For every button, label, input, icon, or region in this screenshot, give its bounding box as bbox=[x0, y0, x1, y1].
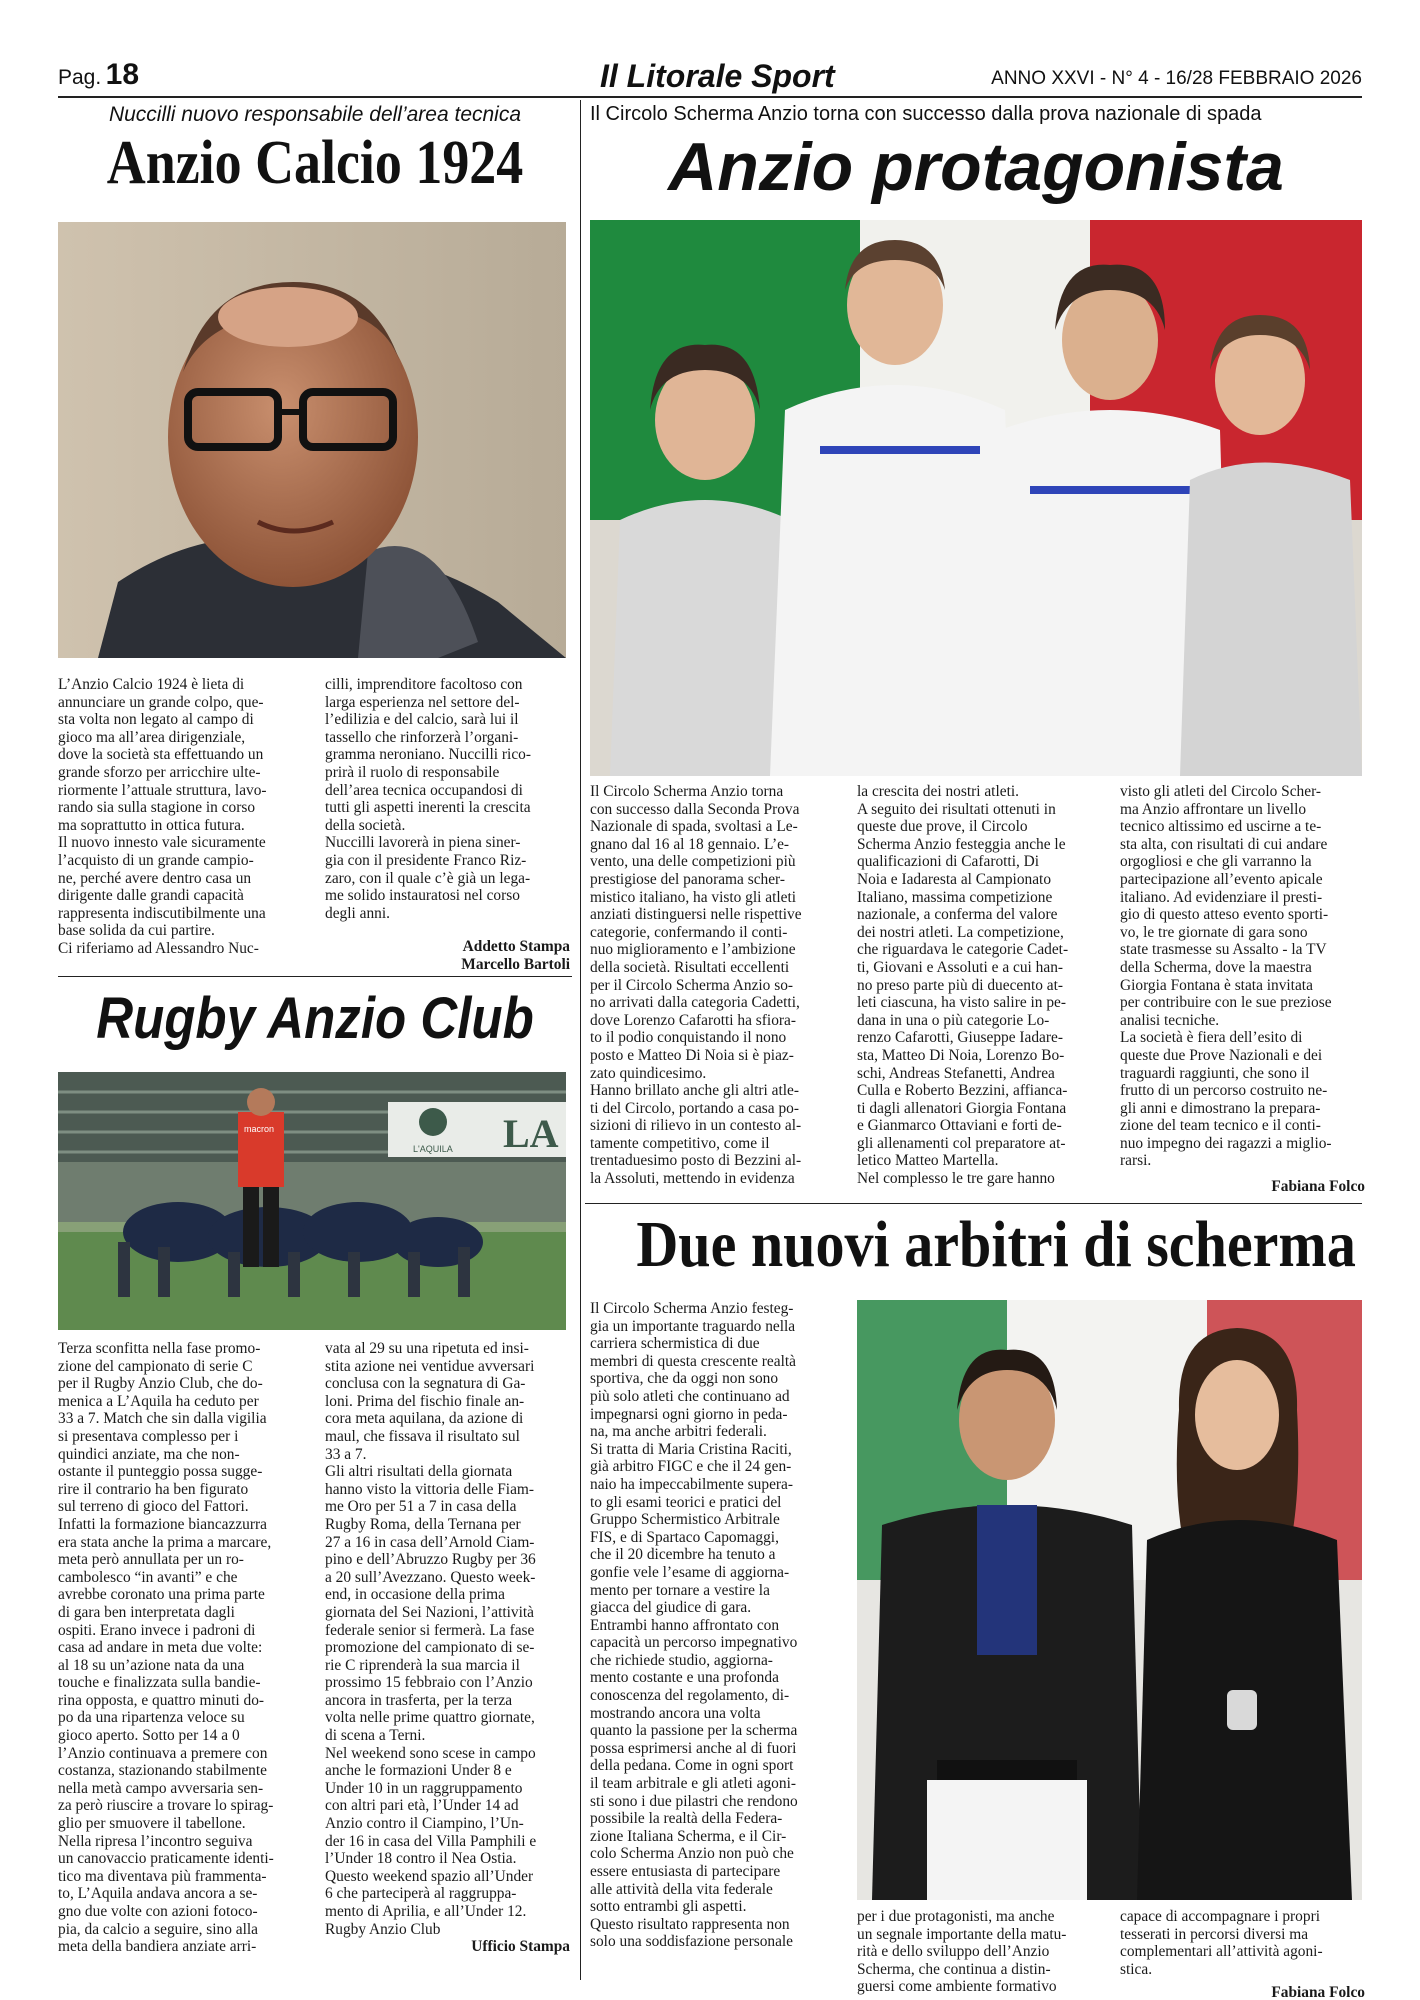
text-line: grande sforzo per arricchire ulte- bbox=[58, 763, 261, 781]
scherma-kicker: Il Circolo Scherma Anzio torna con successo dalla prova nazionale di spada bbox=[590, 103, 1262, 125]
divider-right bbox=[585, 1203, 1362, 1204]
scherma-col-3 bbox=[1120, 783, 1365, 1196]
text-line: vo, le tre giornate di gara sono bbox=[1120, 923, 1308, 941]
text-line: gia un importante traguardo nella bbox=[590, 1317, 796, 1335]
text-line: zaro, con il quale c’è già un lega- bbox=[325, 869, 531, 887]
signature-line: Fabiana Folco bbox=[1271, 1178, 1365, 1196]
text-line: visto gli atleti del Circolo Scher- bbox=[1120, 783, 1322, 800]
paragraph bbox=[1120, 1908, 1365, 1978]
paragraph bbox=[325, 834, 570, 922]
text-line: l’edilizia e del calcio, sarà lui il bbox=[325, 711, 519, 729]
text-line: capace di accompagnare i propri bbox=[1120, 1908, 1320, 1925]
scherma-col-1 bbox=[590, 783, 840, 1188]
text-line: con altri pari età, l’Under 14 ad bbox=[325, 1797, 519, 1815]
nuccilli-photo bbox=[58, 222, 566, 658]
text-line: no preso parte più di duecento at- bbox=[857, 976, 1063, 994]
text-line: Rugby Roma, della Ternana per bbox=[325, 1515, 521, 1533]
text-line: stita azione nei ventidue avversari bbox=[325, 1357, 535, 1375]
text-line: la Assoluti, mettendo in evidenza bbox=[590, 1170, 795, 1188]
text-line: complementari all’attività agoni- bbox=[1120, 1943, 1323, 1961]
paragraph bbox=[1120, 783, 1365, 1029]
text-line: Italiano, massima competizione bbox=[857, 888, 1053, 906]
text-line: Infatti la formazione biancazzurra bbox=[58, 1515, 267, 1533]
paragraph bbox=[857, 783, 1107, 801]
text-line: volta nelle prime quattro giornate, bbox=[325, 1709, 535, 1727]
text-line: Il nuovo innesto vale sicuramente bbox=[58, 834, 266, 852]
text-line: vento, una delle competizioni più bbox=[590, 853, 796, 871]
text-line: L’Anzio Calcio 1924 è lieta di bbox=[58, 676, 245, 693]
text-line: rina opposta, e quattro minuti do- bbox=[58, 1691, 265, 1709]
text-line: 27 a 16 in casa dell’Arnold Ciam- bbox=[325, 1533, 535, 1551]
text-line: end, in occasione della prima bbox=[325, 1586, 505, 1604]
text-line: zione del campionato di serie C bbox=[58, 1357, 253, 1375]
text-line: trentaduesimo posto di Bezzini al- bbox=[590, 1152, 802, 1170]
text-line: Hanno brillato anche gli altri atle- bbox=[590, 1082, 799, 1100]
paragraph bbox=[58, 834, 298, 940]
text-line: gonfie vele l’esame di aggiorna- bbox=[590, 1563, 790, 1581]
text-line: Scherma Anzio festeggia anche le bbox=[857, 835, 1066, 853]
text-line: ostante il punteggio possa sugge- bbox=[58, 1463, 263, 1481]
text-line: schi, Andreas Stefanetti, Andrea bbox=[857, 1064, 1055, 1082]
text-line: po da una ripartenza veloce su bbox=[58, 1709, 245, 1727]
text-line: cambolesco “in avanti” e che bbox=[58, 1568, 238, 1586]
text-line: più solo atleti che continuano ad bbox=[590, 1387, 790, 1405]
text-line: sportiva, che da oggi non sono bbox=[590, 1370, 779, 1388]
text-line: leti ciascuna, ha visto salire in pe- bbox=[857, 994, 1066, 1012]
issue-info: ANNO XXVI - N° 4 - 16/28 FEBBRAIO 2026 bbox=[991, 68, 1362, 89]
text-line: me Oro per 51 a 7 in casa della bbox=[325, 1498, 517, 1516]
text-line: tamente competitivo, come il bbox=[590, 1134, 770, 1152]
text-line: larga esperienza nel settore del- bbox=[325, 693, 520, 711]
text-line: che richiede studio, aggiorna- bbox=[590, 1651, 773, 1669]
text-line: gli anni e dimostrano la prepara- bbox=[1120, 1099, 1321, 1117]
text-line: colo Scherma Anzio non può che bbox=[590, 1845, 794, 1863]
text-line: tesserati in percorsi diversi ma bbox=[1120, 1925, 1309, 1943]
text-line: queste due prove, il Circolo bbox=[857, 818, 1028, 836]
text-line: nuo miglioramento e l’ambizione bbox=[590, 941, 796, 959]
text-line: prossimo 15 febbraio con l’Anzio bbox=[325, 1674, 533, 1692]
text-line: un canovaccio praticamente identi- bbox=[58, 1850, 274, 1868]
text-line: gio di questo atteso evento sporti- bbox=[1120, 906, 1329, 924]
text-line: frutto di un percorso costruito ne- bbox=[1120, 1082, 1328, 1100]
text-line: Entrambi hanno affrontato con bbox=[590, 1616, 780, 1634]
text-line: Scherma, che continua a distin- bbox=[857, 1960, 1051, 1978]
text-line: Gli altri risultati della giornata bbox=[325, 1463, 513, 1481]
fencers-photo bbox=[590, 220, 1362, 776]
text-line: impegnarsi ogni giorno in peda- bbox=[590, 1405, 788, 1423]
text-line: der 16 in casa del Villa Pamphili e bbox=[325, 1832, 537, 1850]
text-line: traguardi raggiunti, che sono il bbox=[1120, 1064, 1310, 1082]
text-line: il team arbitrale e gli atleti agoni- bbox=[590, 1775, 796, 1793]
text-line: zione Italiana Scherma, e il Cir- bbox=[590, 1827, 787, 1845]
text-line: gli allenamenti col preparatore at- bbox=[857, 1134, 1066, 1152]
text-line: zione del team tecnico e il conti- bbox=[1120, 1117, 1321, 1135]
signature-line: Marcello Bartoli bbox=[461, 955, 570, 973]
text-line: zato quindicesimo. bbox=[590, 1064, 707, 1082]
text-line: orgogliosi e che gli varranno la bbox=[1120, 853, 1312, 871]
text-line: letico Matteo Martella. bbox=[857, 1152, 999, 1170]
arbitri-col-1 bbox=[590, 1300, 840, 1951]
text-line: tico ma diventava più frammenta- bbox=[58, 1867, 267, 1885]
text-line: membri di questa crescente realtà bbox=[590, 1352, 796, 1370]
text-line: dana in una o più categorie Lo- bbox=[857, 1011, 1050, 1029]
text-line: meta però annullata per un ro- bbox=[58, 1551, 244, 1569]
text-line: sta alta, con risultati di cui andare bbox=[1120, 835, 1328, 853]
text-line: conoscenza del regolamento, di- bbox=[590, 1687, 790, 1705]
text-line: tassello che rinforzerà l’organi- bbox=[325, 728, 519, 746]
text-line: queste due Prove Nazionali e dei bbox=[1120, 1046, 1323, 1064]
text-line: avrebbe coronato una prima parte bbox=[58, 1586, 265, 1604]
column-divider bbox=[580, 100, 581, 1980]
text-line: prirà il ruolo di responsabile bbox=[325, 763, 500, 781]
calcio-headline: Anzio Calcio 1924 bbox=[106, 129, 524, 197]
text-line: giacca del giudice di gara. bbox=[590, 1599, 752, 1617]
signature bbox=[325, 1938, 570, 1956]
text-line: sta volta non legato al campo di bbox=[58, 711, 254, 729]
text-line: possa esprimersi anche al di fuori bbox=[590, 1739, 797, 1757]
text-line: rappresenta indiscutibilmente una bbox=[58, 904, 266, 922]
text-line: na, ma anche arbitri federali. bbox=[590, 1423, 767, 1441]
text-line: Il Circolo Scherma Anzio torna bbox=[590, 783, 784, 800]
text-line: era stata anche la prima a marcare, bbox=[58, 1533, 272, 1551]
paragraph bbox=[590, 1916, 840, 1951]
page-number: 18 bbox=[105, 58, 140, 91]
text-line: sul terreno di gioco del Fattori. bbox=[58, 1498, 249, 1516]
text-line: Nuccilli lavorerà in piena siner- bbox=[325, 834, 521, 852]
rugby-col-1 bbox=[58, 1340, 303, 1956]
text-line: hanno visto la vittoria delle Fiam- bbox=[325, 1480, 535, 1498]
paragraph bbox=[857, 1170, 1107, 1188]
text-line: cora meta aquilana, da azione di bbox=[325, 1410, 524, 1428]
text-line: dove la società sta effettuando un bbox=[58, 746, 264, 764]
text-line: l’Anzio continuava a premere con bbox=[58, 1744, 268, 1762]
text-line: al 18 su un’azione nata da una bbox=[58, 1656, 245, 1674]
text-line: degli anni. bbox=[325, 904, 390, 922]
paragraph bbox=[58, 1340, 303, 1516]
signature-line: Fabiana Folco bbox=[1271, 1984, 1365, 2000]
text-line: A seguito dei risultati ottenuti in bbox=[857, 800, 1056, 818]
text-line: essere entusiasta di partecipare bbox=[590, 1863, 781, 1880]
text-line: si presentava complesso per i bbox=[58, 1427, 239, 1445]
text-line: tecnico altissimo ed uscirne a te- bbox=[1120, 818, 1322, 836]
text-line: con successo dalla Seconda Prova bbox=[590, 800, 800, 818]
text-line: Questo weekend spazio all’Under bbox=[325, 1867, 534, 1885]
text-line: rarsi. bbox=[1120, 1152, 1152, 1170]
text-line: Noia e Iadaresta al Campionato bbox=[857, 870, 1052, 888]
arbitri-col-2 bbox=[857, 1908, 1107, 1996]
masthead: Il Litorale Sport bbox=[600, 58, 835, 94]
rugby-col-2 bbox=[325, 1340, 570, 1956]
paragraph bbox=[58, 676, 298, 834]
text-line: Terza sconfitta nella fase promo- bbox=[58, 1340, 261, 1357]
paragraph bbox=[325, 1745, 570, 1939]
text-line: 33 a 7. bbox=[325, 1445, 367, 1463]
text-line: gnano dal 16 al 18 gennaio. L’e- bbox=[590, 835, 790, 853]
text-line: ti, Giovani e Assoluti e a cui han- bbox=[857, 958, 1064, 976]
paragraph bbox=[58, 1833, 303, 1956]
text-line: no arrivati dalla categoria Cadetti, bbox=[590, 994, 800, 1012]
text-line: rando sia sulla stagione in corso bbox=[58, 799, 256, 817]
text-line: gia con il presidente Franco Riz- bbox=[325, 851, 527, 869]
text-line: Anzio contro il Ciampino, l’Un- bbox=[325, 1815, 524, 1833]
text-line: mento costante e una profonda bbox=[590, 1669, 779, 1687]
text-line: ma Anzio affrontare un livello bbox=[1120, 800, 1307, 818]
text-line: Nazionale di spada, svoltasi a Le- bbox=[590, 818, 798, 836]
text-line: riormente l’attuale struttura, lavo- bbox=[58, 781, 267, 799]
text-line: gioco aperto. Sotto per 14 a 0 bbox=[58, 1727, 240, 1745]
text-line: ospiti. Erano invece i padroni di bbox=[58, 1621, 256, 1639]
text-line: e Gianmarco Ottaviani e forti de- bbox=[857, 1117, 1062, 1135]
text-line: gramma neroniano. Nuccilli rico- bbox=[325, 746, 531, 764]
signature bbox=[1120, 1984, 1365, 2000]
scherma-headline: Anzio protagonista bbox=[668, 129, 1284, 205]
text-line: della Scherma, dove la maestra bbox=[1120, 958, 1312, 976]
text-line: di scena a Terni. bbox=[325, 1727, 426, 1745]
text-line: Nel complesso le tre gare hanno bbox=[857, 1170, 1055, 1188]
text-line: rire il contrario ha ben figurato bbox=[58, 1480, 249, 1498]
paragraph bbox=[58, 1516, 303, 1833]
paragraph bbox=[590, 1441, 840, 1617]
paragraph bbox=[325, 676, 570, 834]
text-line: cilli, imprenditore facoltoso con bbox=[325, 676, 523, 693]
text-line: me solido instauratosi nel corso bbox=[325, 887, 520, 905]
text-line: mento di Aprilia, e all’Under 12. bbox=[325, 1903, 527, 1920]
text-line: meta della bandiera anziate arri- bbox=[58, 1938, 257, 1956]
text-line: di gara ben interpretata dagli bbox=[58, 1603, 235, 1621]
paragraph bbox=[857, 1908, 1107, 1996]
text-line: vata al 29 su una ripetuta ed insi- bbox=[325, 1340, 529, 1357]
text-line: quindici anziate, ma che non- bbox=[58, 1445, 240, 1463]
text-line: Si tratta di Maria Cristina Raciti, bbox=[590, 1440, 792, 1458]
text-line: nella metà campo avversaria sen- bbox=[58, 1779, 264, 1797]
text-line: l’acquisto di un grande campio- bbox=[58, 851, 254, 869]
text-line: gioco ma all’area dirigenziale, bbox=[58, 728, 246, 746]
divider-left bbox=[58, 976, 572, 977]
text-line: per contribuire con le sue preziose bbox=[1120, 994, 1332, 1012]
paragraph bbox=[590, 1617, 840, 1916]
text-line: mistico italiano, ha visto gli atleti bbox=[590, 888, 797, 906]
signature-line: Addetto Stampa bbox=[462, 938, 570, 956]
text-line: per il Circolo Scherma Anzio so- bbox=[590, 976, 794, 994]
text-line: ne, perché avere dentro casa un bbox=[58, 869, 252, 887]
referees-photo bbox=[857, 1300, 1362, 1900]
text-line: sizioni di rilievo in un contesto al- bbox=[590, 1117, 802, 1135]
text-line: promozione del campionato di se- bbox=[325, 1639, 535, 1657]
text-line: partecipazione all’evento apicale bbox=[1120, 870, 1323, 888]
paragraph bbox=[857, 801, 1107, 1170]
text-line: dei nostri atleti. La competizione, bbox=[857, 923, 1064, 941]
text-line: guersi come ambiente formativo bbox=[857, 1978, 1057, 1996]
text-line: glio per smuovere il tabellone. bbox=[58, 1815, 246, 1833]
text-line: un segnale importante della matu- bbox=[857, 1925, 1067, 1943]
text-line: mento per tornare a vestire la bbox=[590, 1581, 770, 1599]
text-line: base solida da cui partire. bbox=[58, 922, 215, 940]
signature bbox=[1120, 1178, 1365, 1196]
text-line: state trasmesse su Assalto - la TV bbox=[1120, 941, 1327, 959]
paragraph bbox=[58, 940, 298, 958]
text-line: anziati distinguersi nelle rispettive bbox=[590, 906, 802, 924]
text-line: per il Rugby Anzio Club, che do- bbox=[58, 1375, 263, 1393]
text-line: Nel weekend sono scese in campo bbox=[325, 1744, 536, 1762]
text-line: La società è fiera dell’esito di bbox=[1120, 1029, 1303, 1047]
page-number-block bbox=[58, 58, 139, 92]
header-rule bbox=[58, 96, 1362, 98]
text-line: Gruppo Schermistico Arbitrale bbox=[590, 1511, 780, 1529]
text-line: già arbitro FIGC e che il 24 gen- bbox=[590, 1458, 792, 1476]
calcio-kicker: Nuccilli nuovo responsabile dell’area tecnica bbox=[108, 103, 522, 126]
text-line: alle attività della vita federale bbox=[590, 1880, 773, 1898]
text-line: Giorgia Fontana è stata invitata bbox=[1120, 976, 1313, 994]
signature bbox=[325, 938, 570, 973]
text-line: nuo impegno dei ragazzi a miglio- bbox=[1120, 1134, 1332, 1152]
text-line: anche le formazioni Under 8 e bbox=[325, 1762, 512, 1780]
text-line: conclusa con la segnatura di Ga- bbox=[325, 1375, 526, 1393]
text-line: possibile la realtà della Federa- bbox=[590, 1810, 783, 1828]
text-line: Ci riferiamo ad Alessandro Nuc- bbox=[58, 939, 259, 957]
text-line: to il podio conquistando il nono bbox=[590, 1029, 787, 1047]
text-line: l’Under 18 contro il Nea Ostia. bbox=[325, 1850, 517, 1868]
rugby-headline: Rugby Anzio Club bbox=[96, 986, 534, 1051]
text-line: Under 10 in un raggruppamento bbox=[325, 1779, 523, 1797]
text-line: giornata del Sei Nazioni, l’attività bbox=[325, 1603, 534, 1621]
text-line: FIS, e di Spartaco Capomaggi, bbox=[590, 1528, 779, 1546]
text-line: rità e dello sviluppo dell’Anzio bbox=[857, 1943, 1050, 1961]
paragraph bbox=[325, 1463, 570, 1745]
text-line: mostrando ancora una volta bbox=[590, 1704, 761, 1722]
text-line: federale senior si fermerà. La fase bbox=[325, 1621, 535, 1639]
text-line: pia, da calcio a seguire, sino alla bbox=[58, 1920, 258, 1938]
calcio-col-1 bbox=[58, 676, 298, 958]
text-line: to, L’Aquila andava ancora a se- bbox=[58, 1885, 258, 1903]
text-line: categorie, confermando il conti- bbox=[590, 923, 788, 941]
text-line: italiano. Ad evidenziare il presti- bbox=[1120, 888, 1323, 906]
signature-line: Ufficio Stampa bbox=[471, 1938, 570, 1956]
text-line: della società. Risultati eccellenti bbox=[590, 958, 790, 976]
arbitri-col-3 bbox=[1120, 1908, 1365, 2000]
text-line: tutti gli aspetti inerenti la crescita bbox=[325, 799, 531, 817]
text-line: per i due protagonisti, ma anche bbox=[857, 1908, 1055, 1925]
text-line: stica. bbox=[1120, 1960, 1153, 1978]
text-line: posto e Matteo Di Noia si è piaz- bbox=[590, 1046, 794, 1064]
text-line: ti del Circolo, portando a casa po- bbox=[590, 1099, 799, 1117]
rugby-photo bbox=[58, 1072, 566, 1330]
text-line: dell’area tecnica occupandosi di bbox=[325, 781, 523, 799]
text-line: dirigente dalle grandi capacità bbox=[58, 887, 244, 905]
text-line: naio ha impeccabilmente supera- bbox=[590, 1475, 793, 1493]
text-line: capacità un percorso impegnativo bbox=[590, 1634, 798, 1652]
text-line: annunciare un grande colpo, que- bbox=[58, 693, 264, 711]
text-line: ma soprattutto in ottica futura. bbox=[58, 816, 245, 834]
text-line: che il 20 dicembre ha tenuto a bbox=[590, 1546, 776, 1564]
text-line: rie C riprenderà la sua marcia il bbox=[325, 1656, 520, 1674]
text-line: quanto la passione per la scherma bbox=[590, 1722, 798, 1740]
calcio-col-2 bbox=[325, 676, 570, 974]
text-line: Culla e Roberto Bezzini, affianca- bbox=[857, 1082, 1068, 1100]
paragraph bbox=[590, 1300, 840, 1441]
text-line: renzo Cafarotti, Giuseppe Iadare- bbox=[857, 1029, 1063, 1047]
text-line: touche e finalizzata sulla bandie- bbox=[58, 1674, 261, 1692]
text-line: za però riuscire a trovare lo spirag- bbox=[58, 1797, 274, 1815]
text-line: Nella ripresa l’incontro seguiva bbox=[58, 1832, 253, 1850]
text-line: solo una soddisfazione personale bbox=[590, 1933, 794, 1951]
paragraph bbox=[590, 1082, 840, 1188]
paragraph bbox=[325, 1340, 570, 1463]
text-line: prestigiose del panorama scher- bbox=[590, 870, 785, 888]
arbitri-headline: Due nuovi arbitri di scherma bbox=[636, 1208, 1356, 1281]
text-line: sotto entrambi gli aspetti. bbox=[590, 1898, 747, 1916]
text-line: sti sono i due pilastri che rendono bbox=[590, 1792, 798, 1810]
text-line: carriera schermistica di due bbox=[590, 1335, 760, 1353]
text-line: nazionale, a conferma del valore bbox=[857, 906, 1058, 924]
text-line: 6 che parteciperà al raggruppa- bbox=[325, 1885, 517, 1903]
text-line: a 20 sull’Avezzano. Questo week- bbox=[325, 1568, 536, 1586]
text-line: della società. bbox=[325, 816, 406, 834]
text-line: ti dagli allenatori Giorgia Fontana bbox=[857, 1099, 1067, 1117]
text-line: to gli esami teorici e pratici del bbox=[590, 1493, 782, 1511]
text-line: ancora in trasferta, per la terza bbox=[325, 1691, 513, 1709]
text-line: della pedana. Come in ogni sport bbox=[590, 1757, 794, 1775]
page-label: Pag. bbox=[58, 66, 102, 89]
text-line: Questo risultato rappresenta non bbox=[590, 1915, 790, 1933]
scherma-col-2 bbox=[857, 783, 1107, 1188]
paragraph bbox=[1120, 1029, 1365, 1170]
text-line: qualificazioni di Cafarotti, Di bbox=[857, 853, 1040, 871]
text-line: pino e dell’Abruzzo Rugby per 36 bbox=[325, 1551, 536, 1569]
paragraph bbox=[590, 783, 840, 1082]
club-logo-text: L'AQUILA bbox=[413, 1144, 453, 1154]
text-line: menica a L’Aquila ha ceduto per bbox=[58, 1392, 259, 1410]
text-line: Il Circolo Scherma Anzio festeg- bbox=[590, 1300, 794, 1317]
text-line: casa ad andare in meta due volte: bbox=[58, 1639, 263, 1657]
text-line: Rugby Anzio Club bbox=[325, 1920, 441, 1938]
text-line: maul, che fissava il risultato sul bbox=[325, 1427, 520, 1445]
text-line: dove Lorenzo Cafarotti ha sfiora- bbox=[590, 1011, 796, 1029]
text-line: sta, Matteo Di Noia, Lorenzo Bo- bbox=[857, 1046, 1065, 1064]
text-line: costanza, stazionando stabilmente bbox=[58, 1762, 267, 1780]
text-line: che riguardava le categorie Cadet- bbox=[857, 941, 1069, 959]
stadium-sign-text: LA bbox=[503, 1111, 559, 1156]
text-line: la crescita dei nostri atleti. bbox=[857, 783, 1019, 800]
text-line: 33 a 7. Match che sin dalla vigilia bbox=[58, 1410, 267, 1428]
jersey-brand-text: macron bbox=[244, 1124, 275, 1134]
text-line: loni. Prima del fischio finale an- bbox=[325, 1392, 525, 1410]
text-line: gno due volte con azioni fotoco- bbox=[58, 1903, 258, 1920]
text-line: analisi tecniche. bbox=[1120, 1011, 1220, 1029]
